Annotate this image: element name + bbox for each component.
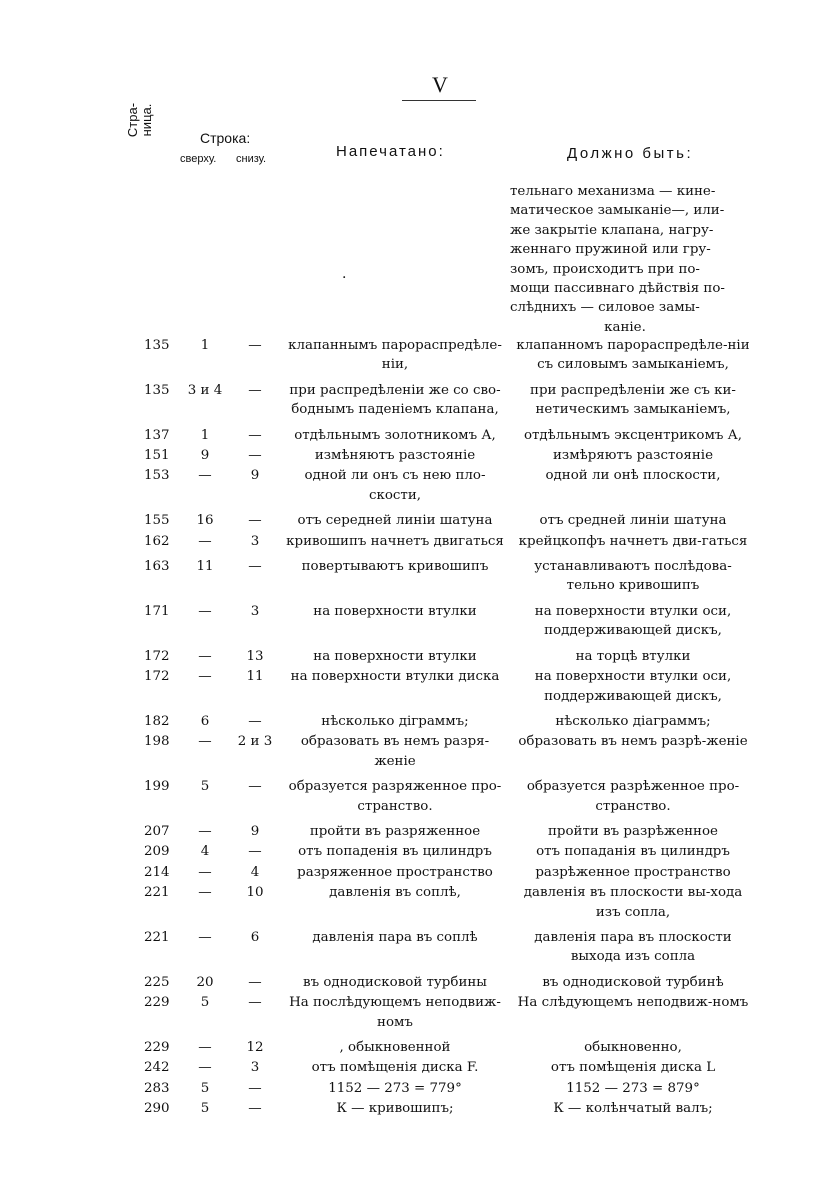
cell-page: 162	[144, 533, 170, 549]
cell-page: 221	[144, 885, 170, 901]
errata-row	[140, 1099, 750, 1118]
cell-printed: одной ли онъ съ нею пло-скости,	[304, 468, 486, 503]
cell-printed: измѣняютъ разстояніе	[314, 448, 476, 464]
cell-line-from-bottom: —	[248, 382, 262, 398]
cell-page: 242	[144, 1060, 170, 1076]
header-from-top: сверху.	[180, 153, 217, 165]
errata-row	[140, 336, 750, 375]
cell-line-from-top: 20	[196, 974, 214, 990]
cell-line-from-top: 1	[200, 338, 210, 353]
cell-line-from-bottom: —	[248, 559, 262, 575]
errata-row	[140, 863, 750, 882]
errata-row	[140, 1038, 750, 1057]
cell-line-from-bottom: —	[248, 448, 262, 464]
cell-printed: кривошипъ начнетъ двигаться	[286, 533, 504, 549]
cell-printed: на поверхности втулки	[313, 648, 477, 664]
errata-row	[140, 557, 750, 596]
continuation-line: слѣднихъ — силовое замы-	[510, 300, 700, 316]
cell-line-from-top: —	[198, 603, 212, 619]
cell-printed: нѣсколько діграммъ;	[321, 713, 469, 729]
errata-row	[140, 973, 750, 992]
errata-row	[140, 842, 750, 861]
cell-line-from-top: —	[198, 669, 212, 685]
cell-should-be: устанавливаютъ послѣдова-тельно кривошипъ	[534, 559, 732, 594]
cell-line-from-bottom: —	[248, 995, 262, 1011]
cell-page: 155	[144, 513, 170, 529]
errata-row	[140, 647, 750, 666]
cell-line-from-bottom: 9	[250, 468, 260, 484]
cell-should-be: нѣсколько діаграммъ;	[555, 713, 711, 729]
errata-row	[140, 667, 750, 706]
continuation-line: каніе.	[604, 319, 646, 335]
cell-line-from-top: —	[198, 648, 212, 664]
header-printed: Напечатано:	[336, 143, 445, 160]
cell-line-from-bottom: 12	[246, 1040, 264, 1055]
cell-line-from-top: 3 и 4	[187, 382, 223, 398]
cell-should-be: отъ средней линіи шатуна	[539, 513, 727, 529]
cell-line-from-top: —	[198, 1060, 212, 1076]
cell-line-from-bottom: 13	[246, 648, 264, 664]
cell-line-from-top: —	[198, 533, 212, 549]
cell-line-from-bottom: 11	[246, 669, 264, 685]
cell-printed: , обыкновенной	[339, 1040, 451, 1055]
errata-row	[140, 1079, 750, 1098]
cell-page: 135	[144, 382, 170, 398]
cell-line-from-bottom: —	[248, 974, 262, 990]
header-from-bottom: снизу.	[236, 153, 267, 165]
page-number-rule	[402, 100, 476, 101]
errata-table	[140, 336, 750, 1120]
cell-line-from-top: —	[198, 885, 212, 901]
cell-should-be: при распредѣленіи же съ ки-нетическимъ замыканіемъ,	[530, 382, 736, 418]
cell-line-from-bottom: 6	[250, 929, 260, 945]
cell-page: 221	[144, 929, 170, 945]
cell-page: 163	[144, 559, 170, 575]
cell-should-be: клапанномъ парораспредѣле-ніи съ силовымъ замыканіемъ,	[516, 338, 750, 373]
cell-line-from-top: 1	[200, 427, 210, 443]
cell-printed: разряженное пространство	[297, 864, 493, 880]
cell-printed: въ однодисковой турбины	[303, 974, 487, 990]
cell-line-from-bottom: 10	[246, 885, 264, 901]
cell-page: 171	[144, 603, 170, 619]
cell-page: 172	[144, 648, 170, 664]
cell-line-from-top: 5	[200, 779, 210, 795]
cell-line-from-top: —	[198, 468, 212, 484]
cell-should-be: на поверхности втулки оси, поддерживающей дискъ,	[534, 669, 732, 704]
cell-printed: при распредѣленіи же со сво-боднымъ паденіемъ клапана,	[289, 382, 501, 418]
cell-should-be: К — колѣнчатый валъ;	[553, 1101, 713, 1117]
cell-page: 153	[144, 468, 170, 484]
cell-printed: На послѣдующемъ неподвиж-номъ	[289, 995, 501, 1030]
cell-line-from-bottom: 4	[250, 864, 260, 880]
cell-printed: давленія въ соплѣ,	[329, 885, 461, 901]
cell-should-be: крейцкопфъ начнетъ дви-гаться	[518, 533, 748, 549]
cell-should-be: одной ли онѣ плоскости,	[545, 468, 721, 484]
cell-line-from-bottom: 3	[250, 533, 260, 549]
cell-printed: отъ помѣщенія диска F.	[311, 1060, 479, 1076]
cell-printed: на поверхности втулки диска	[290, 669, 500, 685]
header-should-be: Должно быть:	[567, 145, 694, 162]
errata-row	[140, 602, 750, 641]
cell-page: 229	[144, 1040, 170, 1055]
cell-printed: клапаннымъ парораспредѣле-ніи,	[288, 338, 502, 373]
cell-page: 135	[144, 338, 170, 353]
cell-line-from-top: 16	[196, 513, 214, 529]
cell-page: 283	[144, 1080, 170, 1096]
cell-line-from-bottom: —	[248, 713, 262, 729]
cell-page: 172	[144, 669, 170, 685]
cell-page: 225	[144, 974, 170, 990]
cell-line-from-bottom: —	[248, 779, 262, 795]
header-page-line1: Стра-	[125, 102, 140, 138]
cell-page: 214	[144, 864, 170, 880]
cell-should-be: въ однодисковой турбинѣ	[542, 974, 724, 990]
cell-printed: отдѣльнымъ золотникомъ А,	[294, 427, 496, 443]
continuation-line: тельнаго механизма — кине-	[510, 184, 716, 199]
errata-row	[140, 381, 750, 420]
cell-page: 207	[144, 823, 170, 839]
cell-line-from-top: —	[198, 929, 212, 945]
cell-should-be: образовать въ немъ разрѣ-женіе	[518, 734, 748, 750]
cell-should-be: На слѣдующемъ неподвиж-номъ	[517, 995, 749, 1011]
cell-line-from-top: —	[198, 823, 212, 839]
cell-printed: образовать въ немъ разря-женіе	[300, 734, 490, 769]
cell-printed: отъ середней линіи шатуна	[297, 513, 493, 529]
cell-should-be: обыкновенно,	[584, 1040, 682, 1055]
errata-row	[140, 426, 750, 445]
cell-page: 229	[144, 995, 170, 1011]
continuation-line: зомъ, происходитъ при по-	[510, 261, 700, 277]
errata-row	[140, 993, 750, 1032]
cell-page: 182	[144, 713, 170, 729]
cell-line-from-top: 6	[200, 713, 210, 729]
cell-line-from-top: 5	[200, 995, 210, 1011]
errata-row	[140, 732, 750, 771]
cell-printed: на поверхности втулки	[313, 603, 477, 619]
cell-page: 198	[144, 734, 170, 750]
cell-line-from-bottom: —	[248, 844, 262, 860]
cell-line-from-bottom: —	[248, 427, 262, 443]
cell-line-from-top: 5	[200, 1080, 210, 1096]
errata-row	[140, 712, 750, 731]
errata-row	[140, 883, 750, 922]
cell-printed: пройти въ разряженное	[309, 823, 481, 839]
cell-line-from-bottom: 2 и 3	[237, 734, 273, 750]
errata-row	[140, 777, 750, 816]
continuation-line: матическое замыканіе—, или-	[510, 203, 725, 219]
cell-printed: отъ попаденія въ цилиндръ	[298, 844, 492, 860]
cell-line-from-bottom: 3	[250, 1060, 260, 1076]
continuation-line: же закрытіе клапана, нагру-	[510, 222, 714, 238]
cell-line-from-top: —	[198, 1040, 212, 1055]
cell-should-be: давленія пара въ плоскости выхода изъ сопла	[534, 929, 732, 965]
cell-should-be: пройти въ разрѣженное	[548, 823, 718, 839]
cell-line-from-bottom: —	[248, 1101, 262, 1117]
cell-printed: давленія пара въ соплѣ	[312, 929, 478, 945]
cell-printed: образуется разряженное про-странство.	[288, 779, 502, 814]
header-page-line2: ница.	[139, 103, 154, 137]
cell-should-be: образуется разрѣженное про-странство.	[526, 779, 740, 814]
continuation-text	[510, 182, 740, 337]
continuation-line: женнаго пружиной или гру-	[510, 242, 711, 258]
cell-should-be: отъ помѣщенія диска L	[550, 1060, 716, 1076]
errata-row	[140, 446, 750, 465]
cell-should-be: давленія въ плоскости вы-хода изъ сопла,	[523, 885, 743, 920]
cell-line-from-bottom: —	[248, 513, 262, 529]
cell-page: 290	[144, 1101, 170, 1117]
cell-should-be: разрѣженное пространство	[535, 864, 731, 880]
header-line: Строка:	[200, 130, 251, 146]
cell-line-from-top: 9	[200, 448, 210, 464]
cell-line-from-bottom: —	[248, 338, 262, 353]
errata-row	[140, 466, 750, 505]
cell-line-from-bottom: 3	[250, 603, 260, 619]
cell-line-from-top: —	[198, 734, 212, 750]
page-number: V	[432, 72, 448, 97]
cell-line-from-bottom: —	[248, 1080, 262, 1096]
cell-should-be: измѣряютъ разстояніе	[553, 448, 713, 464]
errata-row	[140, 928, 750, 967]
cell-printed: повертываютъ кривошипъ	[301, 559, 489, 575]
cell-page: 151	[144, 448, 170, 464]
header-page	[126, 90, 154, 150]
cell-line-from-top: 4	[200, 844, 210, 860]
errata-row	[140, 532, 750, 551]
errata-row	[140, 1058, 750, 1077]
cell-should-be: 1152 — 273 = 879°	[566, 1080, 700, 1096]
cell-should-be: на поверхности втулки оси, поддерживающей дискъ,	[534, 603, 732, 639]
cell-line-from-top: 5	[200, 1101, 210, 1117]
cell-line-from-top: —	[198, 864, 212, 880]
cell-printed: 1152 — 273 = 779°	[328, 1080, 462, 1096]
cell-should-be: на торцѣ втулки	[575, 648, 691, 664]
errata-row	[140, 511, 750, 530]
errata-row	[140, 822, 750, 841]
cell-should-be: отъ попаданія въ цилиндръ	[536, 844, 730, 860]
continuation-line: мощи пассивнаго дѣйствія по-	[510, 281, 725, 297]
cell-page: 209	[144, 844, 170, 860]
cell-line-from-top: 11	[196, 559, 214, 575]
cell-page: 137	[144, 427, 170, 443]
cell-should-be: отдѣльнымъ эксцентрикомъ А,	[523, 427, 743, 443]
stray-mark: ·	[342, 270, 347, 286]
cell-page: 199	[144, 779, 170, 795]
cell-line-from-bottom: 9	[250, 823, 260, 839]
cell-printed: К — кривошипъ;	[336, 1101, 454, 1117]
